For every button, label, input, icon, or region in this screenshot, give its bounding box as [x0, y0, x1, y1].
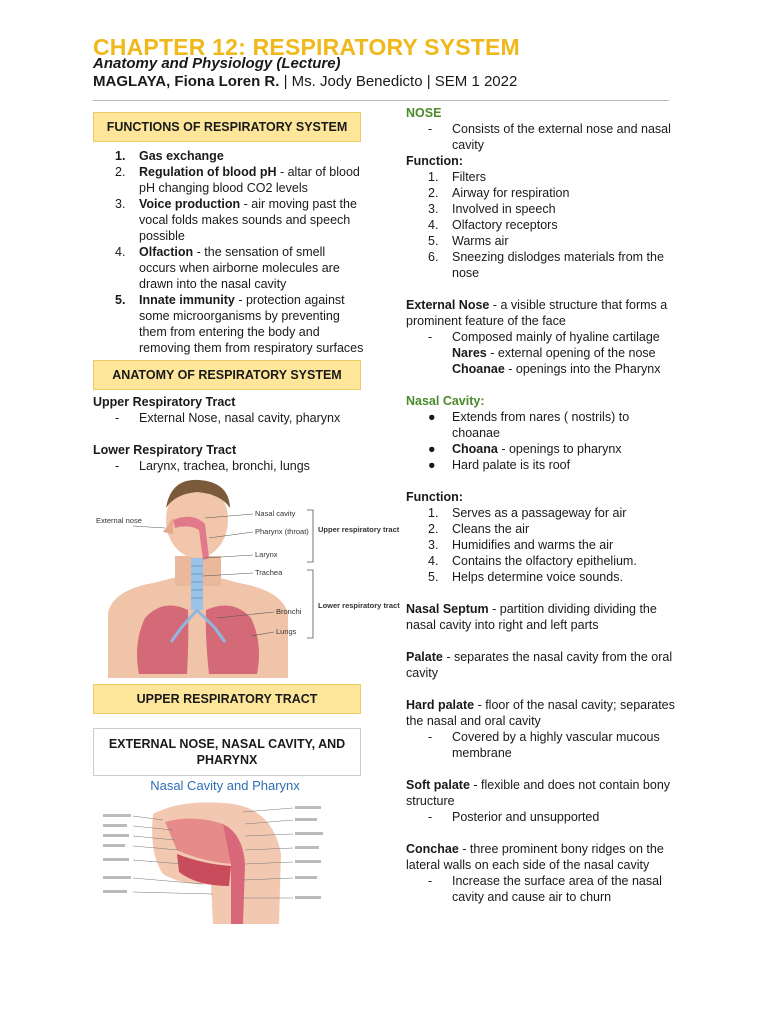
external-nose-sublist: [406, 329, 678, 377]
upper-tract-item: - External Nose, nasal cavity, pharynx: [115, 411, 341, 425]
nasal-cavity-illustration: [93, 794, 365, 928]
function-item: 2. Regulation of blood pH - altar of blood pH changing blood CO2 levels: [115, 165, 360, 195]
left-column: [93, 112, 400, 930]
label-external-nose: External nose: [96, 516, 142, 525]
soft-palate-sub: - Posterior and unsupported: [428, 810, 600, 824]
function-item: 3. Voice production - air moving past the vocal folds makes sounds and speech possible: [115, 197, 357, 243]
label-larynx: Larynx: [255, 550, 278, 559]
function-item: 5. Innate immunity - protection against some microorganisms by preventing them from entering the body and removing them from respiratory surfaces: [115, 293, 364, 355]
conchae-def: Conchae - three prominent bony ridges on the lateral walls on each side of the nasal cavity: [406, 842, 664, 872]
label-pharynx: Pharynx (throat): [255, 527, 309, 536]
author-name: MAGLAYA, Fiona Loren R.: [93, 73, 280, 90]
nose-function-item: 3. Involved in speech: [428, 202, 556, 216]
label-trachea: Trachea: [255, 568, 283, 577]
respiratory-tract-figure: [93, 478, 400, 678]
nasal-cavity-item: ● Extends from nares ( nostrils) to choanae: [428, 410, 630, 440]
nose-function-item: 6. Sneezing dislodges materials from the nose: [428, 250, 664, 280]
palate-def: Palate - separates the nasal cavity from the oral cavity: [406, 650, 673, 680]
nose-cavity-pharynx-banner: EXTERNAL NOSE, NASAL CAVITY, AND PHARYNX: [93, 728, 361, 776]
septum-def: Nasal Septum - partition dividing dividing the nasal cavity into right and left parts: [406, 602, 657, 632]
label-lungs: Lungs: [276, 627, 297, 636]
lower-tract-item: - Larynx, trachea, bronchi, lungs: [115, 459, 310, 473]
nose-heading: NOSE: [406, 106, 442, 120]
cartilage-item: - Composed mainly of hyaline cartilage Nares - external opening of the nose Choanae - openings into the Pharynx: [428, 330, 661, 376]
hard-palate-def: Hard palate - floor of the nasal cavity; separates the nasal and oral cavity: [406, 698, 675, 728]
nasal-function-label: Function:: [406, 490, 463, 504]
external-nose-def: External Nose - a visible structure that forms a prominent feature of the face: [406, 298, 668, 328]
nasal-function-item: 1. Serves as a passageway for air: [428, 506, 627, 520]
nasal-cavity-heading: Nasal Cavity:: [406, 394, 485, 408]
right-column: [406, 105, 678, 905]
lower-tract-title: Lower Respiratory Tract: [93, 443, 237, 457]
nose-desc: - Consists of the external nose and nasal cavity: [428, 122, 671, 152]
respiratory-tract-illustration: [93, 478, 400, 678]
nose-function-item: 1. Filters: [428, 170, 487, 184]
author-line: [93, 73, 517, 90]
upper-tract-title: Upper Respiratory Tract: [93, 395, 236, 409]
function-item: 4. Olfaction - the sensation of smell occurs when airborne molecules are drawn into the nasal cavity: [115, 245, 340, 291]
nose-function-item: 4. Olfactory receptors: [428, 218, 558, 232]
header-divider: [93, 100, 669, 101]
functions-banner: FUNCTIONS OF RESPIRATORY SYSTEM: [93, 112, 361, 142]
nasal-function-item: 2. Cleans the air: [428, 522, 530, 536]
anatomy-banner: ANATOMY OF RESPIRATORY SYSTEM: [93, 360, 361, 390]
label-upper-tract: Upper respiratory tract: [318, 525, 400, 534]
nose-function-label: Function:: [406, 154, 463, 168]
conchae-sub: - Increase the surface area of the nasal cavity and cause air to churn: [428, 874, 662, 904]
nasal-function-item: 3. Humidifies and warms the air: [428, 538, 614, 552]
nasal-cavity-item: ● Choana - openings to pharynx: [428, 442, 622, 456]
page-subtitle: Anatomy and Physiology (Lecture): [93, 55, 341, 72]
nasal-cavity-figure: [93, 778, 365, 930]
nasal-cavity-list: [406, 409, 678, 473]
hard-palate-sub: - Covered by a highly vascular mucous membrane: [428, 730, 660, 760]
label-nasal-cavity: Nasal cavity: [255, 509, 296, 518]
label-bronchi: Bronchi: [276, 607, 302, 616]
function-item: 1. Gas exchange: [115, 149, 224, 163]
label-lower-tract: Lower respiratory tract: [318, 601, 400, 610]
author-details: | Ms. Jody Benedicto | SEM 1 2022: [279, 73, 518, 90]
nasal-functions-list: [406, 505, 678, 585]
page-title: CHAPTER 12: RESPIRATORY SYSTEM: [93, 34, 520, 60]
nasal-cavity-item: ● Hard palate is its roof: [428, 458, 571, 472]
soft-palate-def: Soft palate - flexible and does not contain bony structure: [406, 778, 671, 808]
nose-function-item: 5. Warms air: [428, 234, 509, 248]
figure2-title: Nasal Cavity and Pharynx: [150, 778, 300, 793]
nose-functions-list: [406, 169, 678, 281]
nasal-function-item: 5. Helps determine voice sounds.: [428, 570, 623, 584]
urt-banner: UPPER RESPIRATORY TRACT: [93, 684, 361, 714]
nasal-function-item: 4. Contains the olfactory epithelium.: [428, 554, 637, 568]
nose-function-item: 2. Airway for respiration: [428, 186, 570, 200]
functions-list: [93, 148, 365, 356]
